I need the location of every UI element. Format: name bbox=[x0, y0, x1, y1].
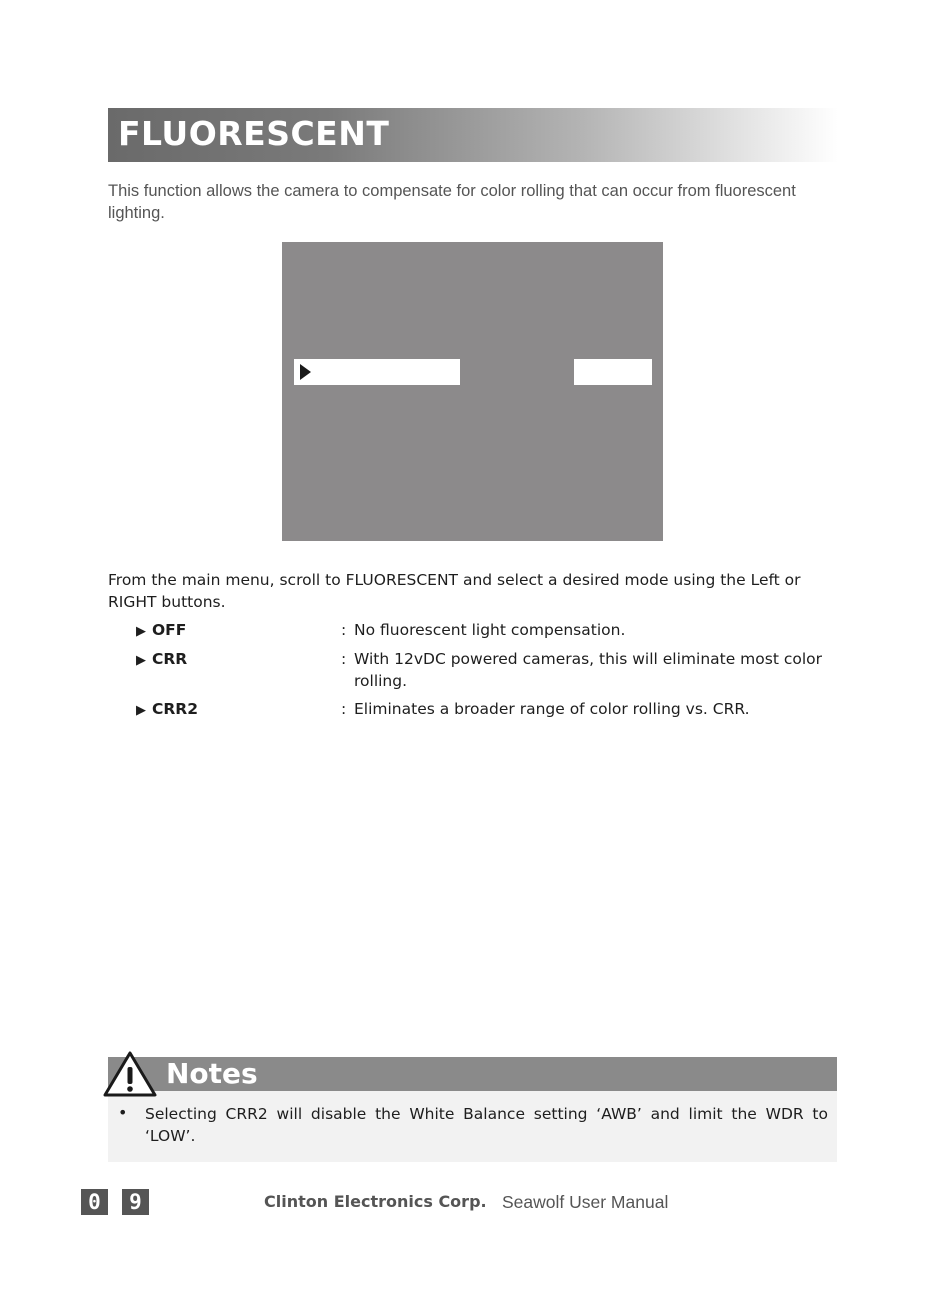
note-item: Selecting CRR2 will disable the White Balance setting ‘AWB’ and limit the WDR to ‘LOW’. bbox=[145, 1105, 828, 1145]
right-triangle-icon bbox=[300, 364, 311, 380]
intro-paragraph: This function allows the camera to compensate for color rolling that can occur from fluorescent lighting. bbox=[108, 182, 796, 222]
option-name: CRR bbox=[152, 650, 188, 668]
option-name: OFF bbox=[152, 621, 187, 639]
osd-menu-screenshot bbox=[282, 242, 663, 541]
instructions-paragraph: From the main menu, scroll to FLUORESCENT and select a desired mode using the Left or RIGHT buttons. bbox=[108, 571, 801, 611]
right-triangle-icon: ▶ bbox=[136, 703, 146, 718]
option-separator: : bbox=[341, 621, 347, 639]
option-name: CRR2 bbox=[152, 700, 199, 718]
osd-value-field bbox=[574, 359, 652, 385]
option-separator: : bbox=[341, 650, 347, 668]
page-number-digit: 9 bbox=[122, 1189, 149, 1215]
right-triangle-icon: ▶ bbox=[136, 653, 146, 668]
section-title: FLUORESCENT bbox=[118, 114, 390, 153]
section-title-bar bbox=[108, 108, 838, 162]
warning-triangle-icon bbox=[102, 1050, 158, 1098]
footer-manual-title: Seawolf User Manual bbox=[502, 1192, 669, 1212]
option-description: With 12vDC powered cameras, this will eliminate most color rolling. bbox=[354, 650, 823, 690]
option-separator: : bbox=[341, 700, 347, 718]
note-bullet: • bbox=[118, 1103, 128, 1122]
footer-company: Clinton Electronics Corp. bbox=[264, 1192, 487, 1211]
option-description: Eliminates a broader range of color rolling vs. CRR. bbox=[354, 700, 750, 718]
notes-box bbox=[108, 1057, 837, 1162]
right-triangle-icon: ▶ bbox=[136, 624, 146, 639]
page-number-digit: 0 bbox=[81, 1189, 108, 1215]
notes-title: Notes bbox=[166, 1057, 258, 1090]
option-description: No fluorescent light compensation. bbox=[354, 621, 626, 639]
notes-header-bar bbox=[108, 1057, 837, 1091]
osd-selected-item bbox=[294, 359, 460, 385]
